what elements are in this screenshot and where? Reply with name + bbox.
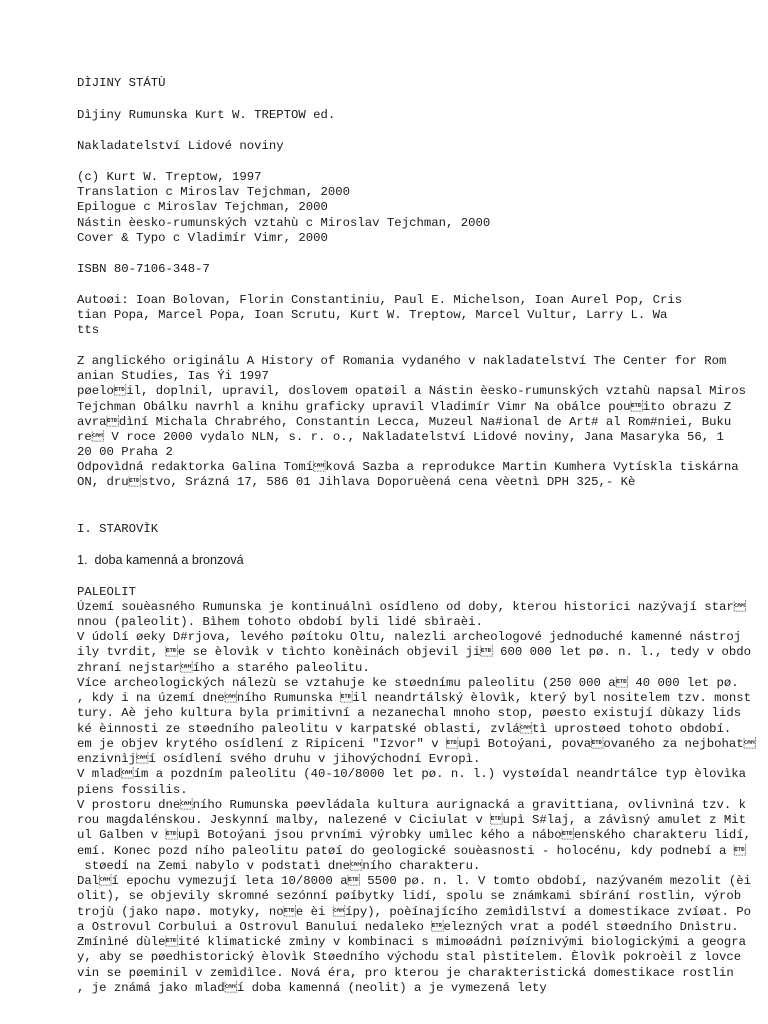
edition-line: re V roce 2000 vydalo NLN, s. r. o., Nakladatelství Lidové noviny, Jana Masaryka 56, 1 (77, 430, 724, 444)
body-line: Více archeologických nálezù se vztahuje ke støednímu paleolitu (250 000 a 40 000 let pø. (77, 676, 739, 690)
authors-line: tts (77, 323, 100, 337)
body-line: ul Galben v upì Botoýani jsou prvními výrobky umìlec kého a náboenského charakteru lidí, (77, 828, 751, 842)
body-line: støedí na Zemi nabylo v podstatì dneního charakteru. (77, 859, 481, 873)
body-line: a Ostrovul Corbului a Ostrovul Banului nedaleko elezných vrat a podél støedního Dnìstru. (77, 920, 739, 934)
copyright-line: Epilogue c Miroslav Tejchman, 2000 (77, 200, 328, 214)
book-line: Dìjiny Rumunska Kurt W. TREPTOW ed. (77, 108, 336, 122)
edition-line: pøeloil, doplnil, upravil, doslovem opatøil a Nástin èesko-rumunských vztahù napsal Miros (77, 384, 747, 398)
authors-line: Autoøi: Ioan Bolovan, Florin Constantiniu, Paul E. Michelson, Ioan Aurel Pop, Cris (77, 293, 683, 307)
edition-line: 20 00 Praha 2 (77, 445, 173, 459)
publisher: Nakladatelství Lidové noviny (77, 139, 284, 153)
body-line: Dalí epochu vymezují leta 10/8000 a 5500 pø. n. l. V tomto období, nazývaném mezolit (èi (77, 874, 751, 888)
section-heading: 1. doba kamenná a bronzová (77, 553, 244, 567)
body-line: Zmínìné dùleité klimatické zmìny v kombinaci s mimoøádnì pøíznivými biologickými a geogra (77, 935, 747, 949)
body-line: zhraní nejstarího a starého paleolitu. (77, 661, 370, 675)
body-line: tury. Aè jeho kultura byla primitivní a nezanechal mnoho stop, pøesto existují dùkazy lids (77, 706, 742, 720)
body-line: trojù (jako napø. motyky, noe èi ípy), poèínajícího zemìdìlství a domestikace zvíøat. Po (77, 905, 751, 919)
edition-line: Tejchman Obálku navrhl a knihu graficky upravil Vladimír Vimr Na obálce pouito obrazu Z (77, 400, 732, 414)
body-line: rou magdalénskou. Jeskynní malby, nalezené v Ciciulat v upì S#laj, a závìsný amulet z Mit (77, 813, 747, 827)
isbn: ISBN 80-7106-348-7 (77, 262, 210, 276)
subsection-heading: PALEOLIT (77, 585, 137, 599)
copyright-line: Cover & Typo c Vladimír Vimr, 2000 (77, 231, 328, 245)
authors-line: tian Popa, Marcel Popa, Ioan Scrutu, Kurt W. Treptow, Marcel Vultur, Larry L. Wa (77, 308, 668, 322)
body-line: , je známá jako mladí doba kamenná (neolit) a je vymezená lety (77, 981, 547, 995)
edition-line: Odpovìdná redaktorka Galina Tomíková Sazba a reprodukce Martin Kumhera Vytískla tiskárna (77, 460, 739, 474)
body-line: ké èinnosti ze støedního paleolitu v karpatské oblasti, zvlátì uprostøed tohoto období. (77, 722, 739, 736)
body-line: em je objev krytého osídlení z Ripiceni "Izvor" v upì Botoýani, povaovaného za nejbohat (77, 737, 756, 751)
copyright-line: (c) Kurt W. Treptow, 1997 (77, 170, 262, 184)
body-line: emí. Konec pozd ního paleolitu patøí do geologické souèasnosti - holocénu, kdy podnebí a  (77, 844, 747, 858)
edition-line: Z anglického originálu A History of Romania vydaného v nakladatelství The Center for Rom (77, 354, 727, 368)
body-line: V prostoru dneního Rumunska pøevládala kultura aurignacká a gravittiana, ovlivnìná tzv. k (77, 798, 747, 812)
body-line: y, aby se pøedhistorický èlovìk Støedního východu stal pìstitelem. Èlovìk pokroèil z lovce (77, 950, 742, 964)
body-line: ily tvrdit, e se èlovìk v tìchto konèinách objevil ji 600 000 let pø. n. l., tedy v obdo (77, 645, 751, 659)
body-line: V mladím a pozdním paleolitu (40-10/8000 let pø. n. l.) vystøídal neandrtálce typ èlovìka (77, 767, 747, 781)
chapter-heading: I. STAROVÌK (77, 522, 159, 536)
body-line: olit), se objevily skromné sezónní pøíbytky lidí, spolu se známkami sbírání rostlin, výrob (77, 889, 742, 903)
document-title: DÌJINY STÁTÙ (77, 76, 166, 90)
copyright-line: Translation c Miroslav Tejchman, 2000 (77, 185, 351, 199)
body-line: Území souèasného Rumunska je kontinuálnì osídleno od doby, kterou historici nazývají star (77, 600, 747, 614)
body-line: nnou (paleolit). Bìhem tohoto období byli lidé sbìraèi. (77, 615, 483, 629)
body-line: V údolí øeky D#rjova, levého pøítoku Oltu, nalezli archeologové jednoduché kamenné nástroj (77, 630, 742, 644)
edition-line: avradìní Michala Chrabrého, Constantin Lecca, Muzeul Na#ional de Art# al Rom#niei, Buku (77, 415, 732, 429)
body-line: vin se pøeminil v zemìdìlce. Nová éra, pro kterou je charakteristická domestikace rostlin (77, 966, 734, 980)
edition-line: ON, drustvo, Srázná 17, 586 01 Jihlava Doporuèená cena vèetnì DPH 325,- Kè (77, 475, 636, 489)
body-line: , kdy i na území dneního Rumunska il neandrtálský èlovìk, který byl nositelem tzv. monst (77, 691, 751, 705)
body-line: piens fossilis. (77, 783, 188, 797)
edition-line: anian Studies, Ias Ýi 1997 (77, 369, 269, 383)
copyright-line: Nástin èesko-rumunských vztahù c Miroslav Tejchman, 2000 (77, 216, 491, 230)
body-line: enzivnìjí osídlení svého druhu v jihovýchodní Evropì. (77, 752, 481, 766)
